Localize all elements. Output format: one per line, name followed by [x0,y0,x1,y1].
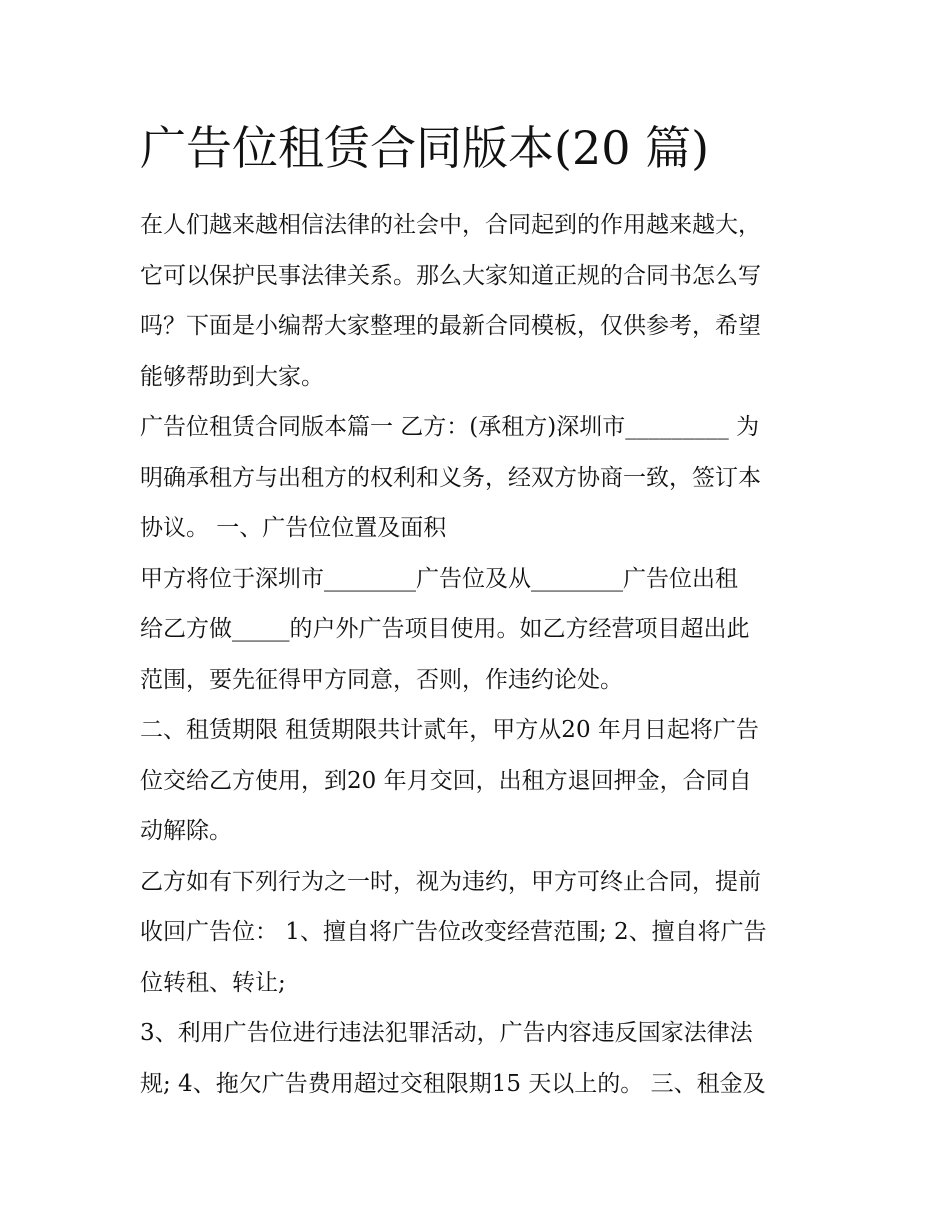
document-body [140,200,820,1109]
body-line: 乙方如有下列行为之一时，视为违约，甲方可终止合同，提前 [140,868,761,895]
body-line: 范围，要先征得甲方同意，否则，作违约论处。 [140,666,623,693]
body-line: 二、租赁期限 租赁期限共计贰年，甲方从20 年月日起将广告 [140,717,759,743]
body-line: 它可以保护民事法律关系。那么大家知道正规的合同书怎么写 [140,262,761,289]
body-line: 协议。 一、广告位位置及面积 [140,515,447,541]
body-line: 3、利用广告位进行违法犯罪活动，广告内容违反国家法律法 [140,1020,753,1046]
body-line: 明确承租方与出租方的权利和义务，经双方协商一致，签订本 [140,464,761,491]
document-title: 广告位租赁合同版本(20 篇) [140,121,710,175]
body-line: 在人们越来越相信法律的社会中，合同起到的作用越来越大， [140,212,761,238]
body-line: 位转租、转让; [140,969,286,996]
body-line: 规; 4、拖欠广告费用超过交租限期15 天以上的。 三、租金及 [140,1070,766,1097]
body-line: 给乙方做_____的户外广告项目使用。如乙方经营项目超出此 [140,616,750,642]
body-line: 甲方将位于深圳市________广告位及从________广告位出租 [140,565,738,592]
body-line: 位交给乙方使用，到20 年月交回，出租方退回押金，合同自 [140,767,752,794]
body-line: 广告位租赁合同版本篇一 乙方：(承租方)深圳市_________ 为 [140,414,760,440]
body-line: 能够帮助到大家。 [140,363,324,390]
body-line: 动解除。 [140,818,232,844]
body-line: 吗？下面是小编帮大家整理的最新合同模板，仅供参考，希望 [140,313,761,339]
body-line: 收回广告位： 1、擅自将广告位改变经营范围; 2、擅自将广告 [140,919,767,945]
